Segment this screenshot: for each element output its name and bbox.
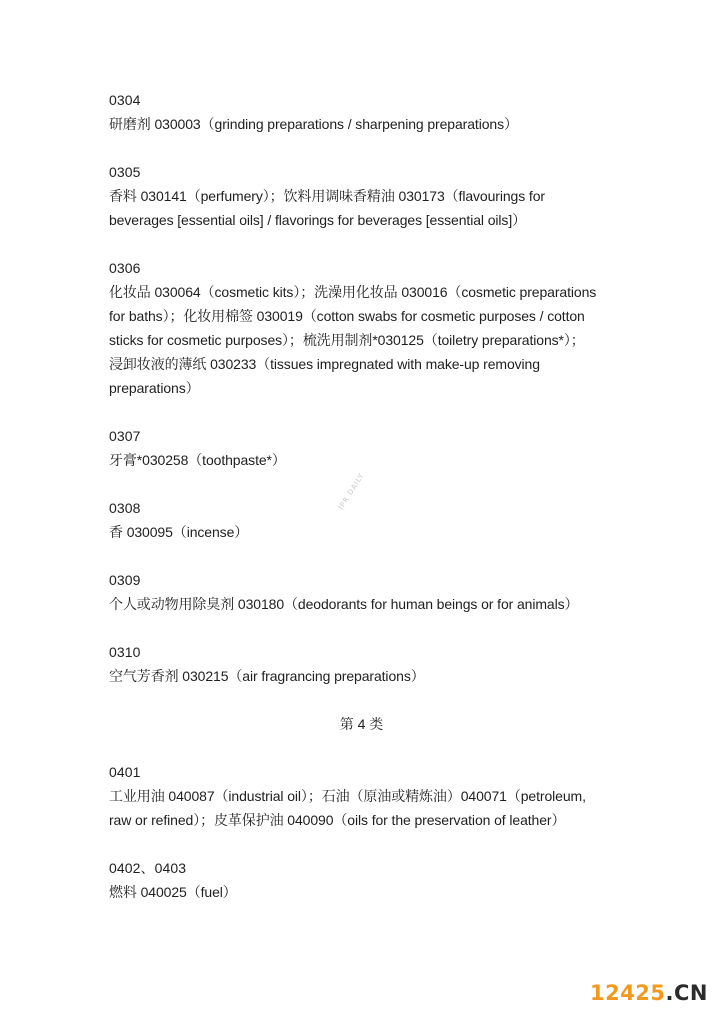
entry-text-line: preparations）	[109, 380, 200, 396]
entry-text-line: raw or refined）；皮革保护油 040090（oils for the preservation of leather）	[109, 812, 566, 828]
entry-code: 0307	[109, 428, 141, 444]
entry-text-line: 化妆品 030064（cosmetic kits）；洗澡用化妆品 030016（cosmetic preparations	[109, 284, 597, 300]
entry-block	[109, 424, 619, 472]
entry-text-line: 香 030095（incense）	[109, 524, 249, 540]
entry-block	[109, 856, 619, 904]
entry-text-line: 牙膏*030258（toothpaste*）	[109, 452, 286, 468]
entry-code: 0310	[109, 644, 141, 660]
entry-text-line: 工业用油 040087（industrial oil）；石油（原油或精炼油）040071（petroleum,	[109, 788, 586, 804]
entry-text-line: sticks for cosmetic purposes）；梳洗用制剂*030125（toiletry preparations*）；	[109, 332, 585, 348]
watermark: IPR DAILY	[337, 471, 366, 512]
entry-code: 0401	[109, 764, 141, 780]
entry-block	[109, 568, 619, 616]
entry-block	[109, 160, 619, 232]
document-page	[109, 88, 619, 928]
entry-code: 0308	[109, 500, 141, 516]
entry-code: 0402、0403	[109, 860, 187, 876]
entry-text-line: 燃料 040025（fuel）	[109, 884, 237, 900]
entry-block	[109, 496, 619, 544]
entry-text-line: 香料 030141（perfumery）；饮料用调味香精油 030173（flavourings for	[109, 188, 545, 204]
class-3-entries	[109, 88, 619, 688]
entry-code: 0304	[109, 92, 141, 108]
class-heading: 第 4 类	[339, 716, 384, 732]
entry-block	[109, 760, 619, 832]
entry-text-line: 研磨剂 030003（grinding preparations / sharpening preparations）	[109, 116, 518, 132]
entry-block	[109, 256, 619, 400]
entry-block	[109, 88, 619, 136]
entry-block	[109, 640, 619, 688]
entry-text-line: 浸卸妆液的薄纸 030233（tissues impregnated with make-up removing	[109, 356, 540, 372]
entry-code: 0305	[109, 164, 141, 180]
logo-domain: .CN	[665, 981, 708, 1005]
entry-text-line: 空气芳香剂 030215（air fragrancing preparations）	[109, 668, 425, 684]
entry-text-line: for baths）；化妆用棉签 030019（cotton swabs for cosmetic purposes / cotton	[109, 308, 585, 324]
entry-code: 0309	[109, 572, 141, 588]
entry-text-line: beverages [essential oils] / flavorings for beverages [essential oils]）	[109, 212, 527, 228]
entry-code: 0306	[109, 260, 141, 276]
class-4-entries	[109, 760, 619, 904]
site-logo	[590, 981, 708, 1005]
logo-number: 12425	[589, 981, 666, 1005]
entry-text-line: 个人或动物用除臭剂 030180（deodorants for human beings or for animals）	[109, 596, 579, 612]
